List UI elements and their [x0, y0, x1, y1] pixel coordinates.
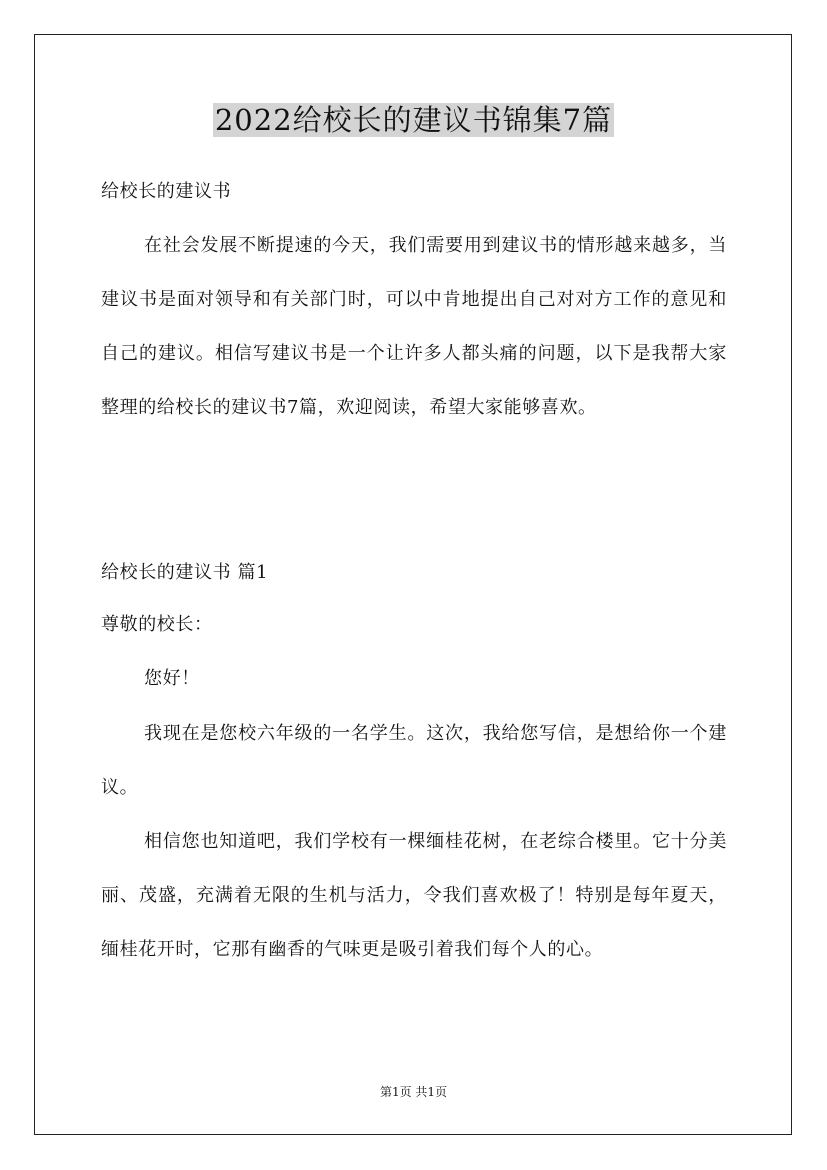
document-title: 2022给校长的建议书锦集7篇: [214, 103, 613, 137]
body-paragraph-1: 我现在是您校六年级的一名学生。这次，我给您写信，是想给你一个建议。: [101, 723, 727, 798]
document-title-wrap: [0, 100, 827, 140]
page-footer: 第1页 共1页: [379, 1085, 448, 1099]
salutation: 尊敬的校长：: [101, 614, 213, 635]
article-heading: 给校长的建议书 篇1: [101, 562, 269, 583]
intro-paragraph: 在社会发展不断提速的今天，我们需要用到建议书的情形越来越多，当建议书是面对领导和有关部门时，可以中肯地提出自己对对方工作的意见和自己的建议。相信写建议书是一个让许多人都头痛的问题，以下是我帮大家整理的给校长的建议书7篇，欢迎阅读，希望大家能够喜欢。: [101, 235, 727, 418]
section-heading: 给校长的建议书: [101, 181, 232, 202]
body-paragraph-2: 相信您也知道吧，我们学校有一棵缅桂花树，在老综合楼里。它十分美丽、茂盛，充满着无限的生机与活力，令我们喜欢极了！特别是每年夏天，缅桂花开时，它那有幽香的气味更是吸引着我们每个人的心。: [101, 831, 727, 960]
greeting: 您好！: [144, 668, 200, 689]
